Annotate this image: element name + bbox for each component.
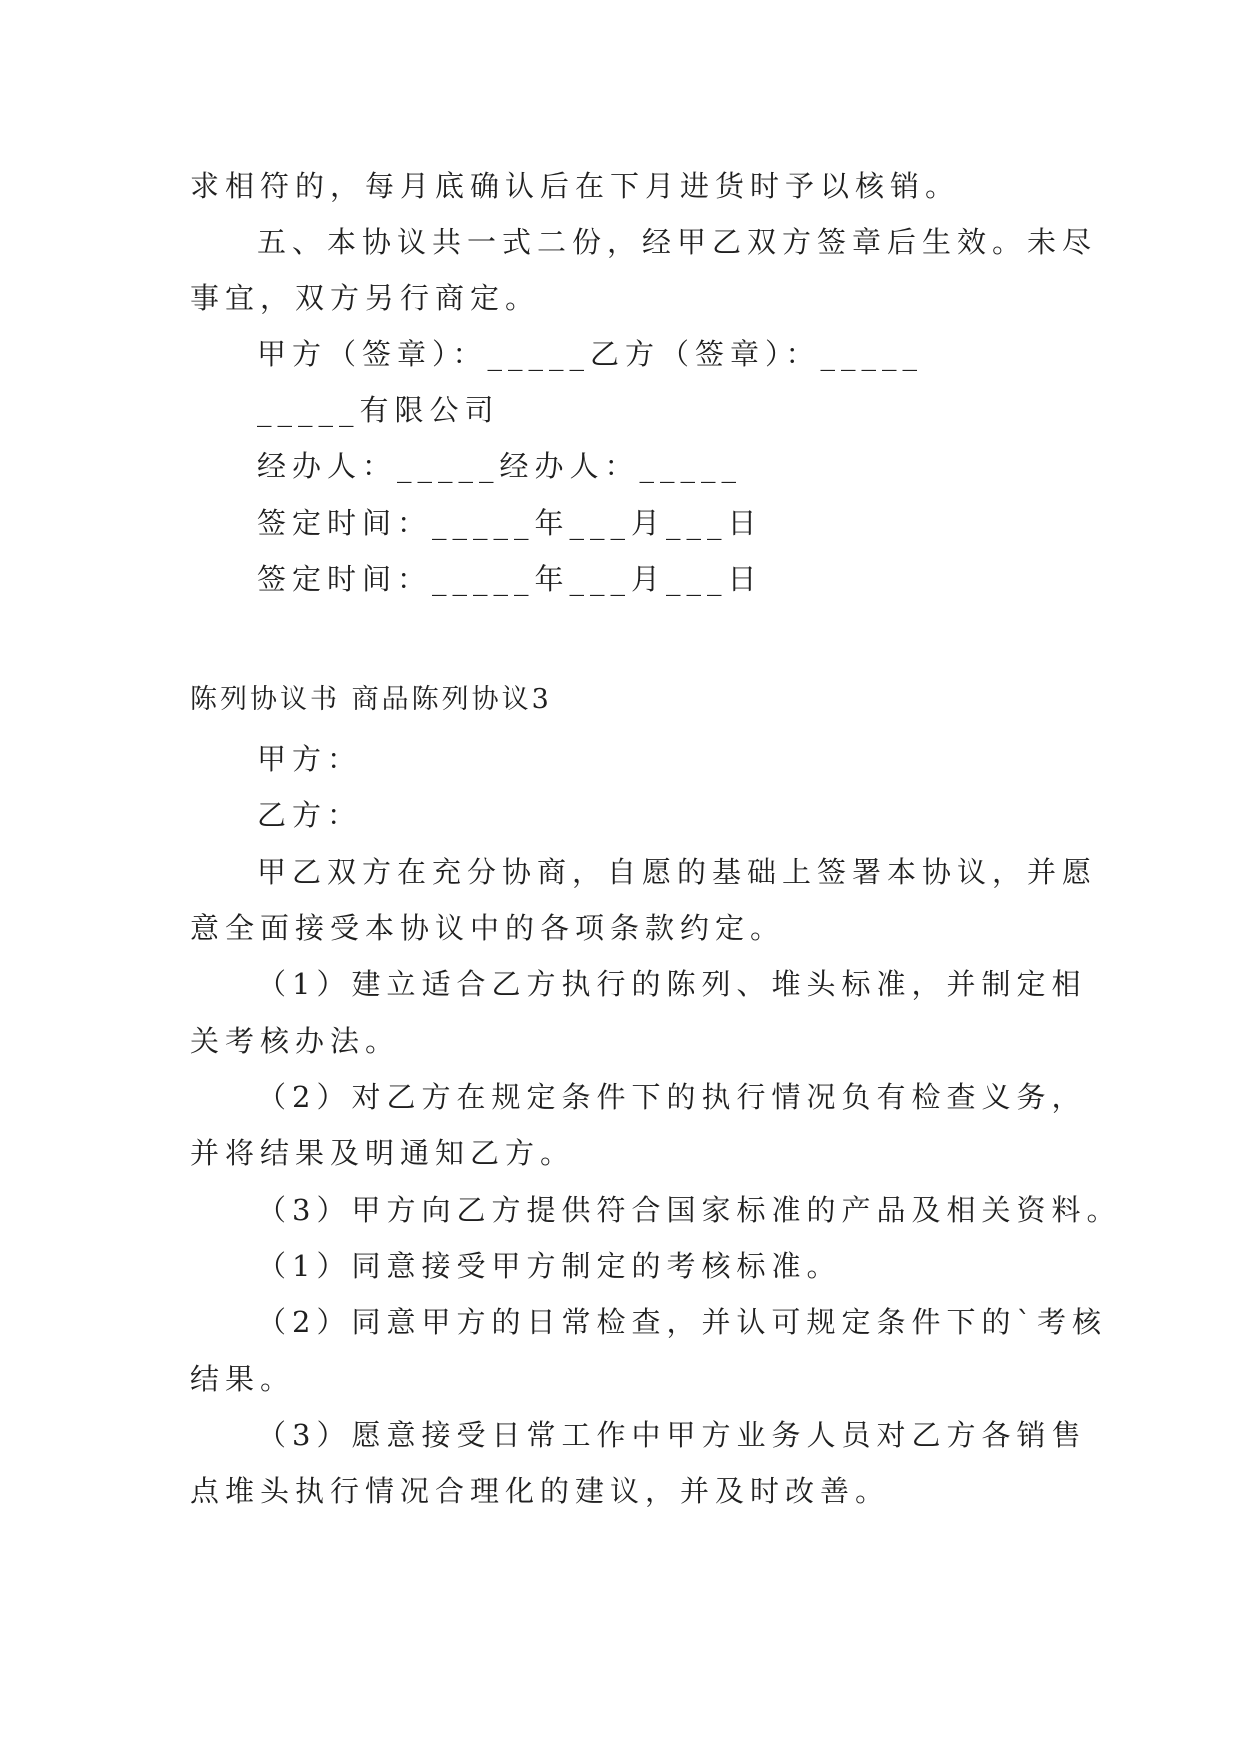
paragraph-line: 甲乙双方在充分协商，自愿的基础上签署本协议，并愿 [257, 855, 1098, 889]
paragraph-line: 五、本协议共一式二份，经甲乙双方签章后生效。未尽 [257, 225, 1098, 259]
clause-line: 并将结果及明通知乙方。 [190, 1136, 576, 1170]
clause-line: 点堆头执行情况合理化的建议，并及时改善。 [190, 1474, 891, 1508]
section-title: 陈列协议书 商品陈列协议3 [190, 684, 552, 715]
party-a-line: 甲方： [257, 742, 363, 776]
signature-line: 甲方（签章）：_____乙方（签章）：_____ [257, 337, 924, 371]
clause-line: （1）同意接受甲方制定的考核标准。 [257, 1249, 842, 1283]
clause-line: （3）甲方向乙方提供符合国家标准的产品及相关资料。 [257, 1193, 1122, 1227]
clause-line: （1）建立适合乙方执行的陈列、堆头标准，并制定相 [257, 967, 1087, 1001]
paragraph-line: 事宜，双方另行商定。 [190, 281, 541, 315]
clause-line: （3）愿意接受日常工作中甲方业务人员对乙方各销售 [257, 1418, 1087, 1452]
clause-line: 结果。 [190, 1362, 296, 1396]
paragraph-line: 意全面接受本协议中的各项条款约定。 [190, 911, 786, 945]
handler-line: 经办人：_____经办人：_____ [257, 449, 743, 483]
clause-line: 关考核办法。 [190, 1024, 401, 1058]
paragraph-line: 求相符的，每月底确认后在下月进货时予以核销。 [190, 169, 961, 203]
company-line: _____有限公司 [257, 393, 500, 427]
date-line: 签定时间：_____年___月___日 [257, 562, 763, 596]
clause-line: （2）同意甲方的日常检查，并认可规定条件下的`考核 [257, 1305, 1107, 1339]
clause-line: （2）对乙方在规定条件下的执行情况负有检查义务， [257, 1080, 1087, 1114]
party-b-line: 乙方： [257, 798, 363, 832]
date-line: 签定时间：_____年___月___日 [257, 506, 763, 540]
